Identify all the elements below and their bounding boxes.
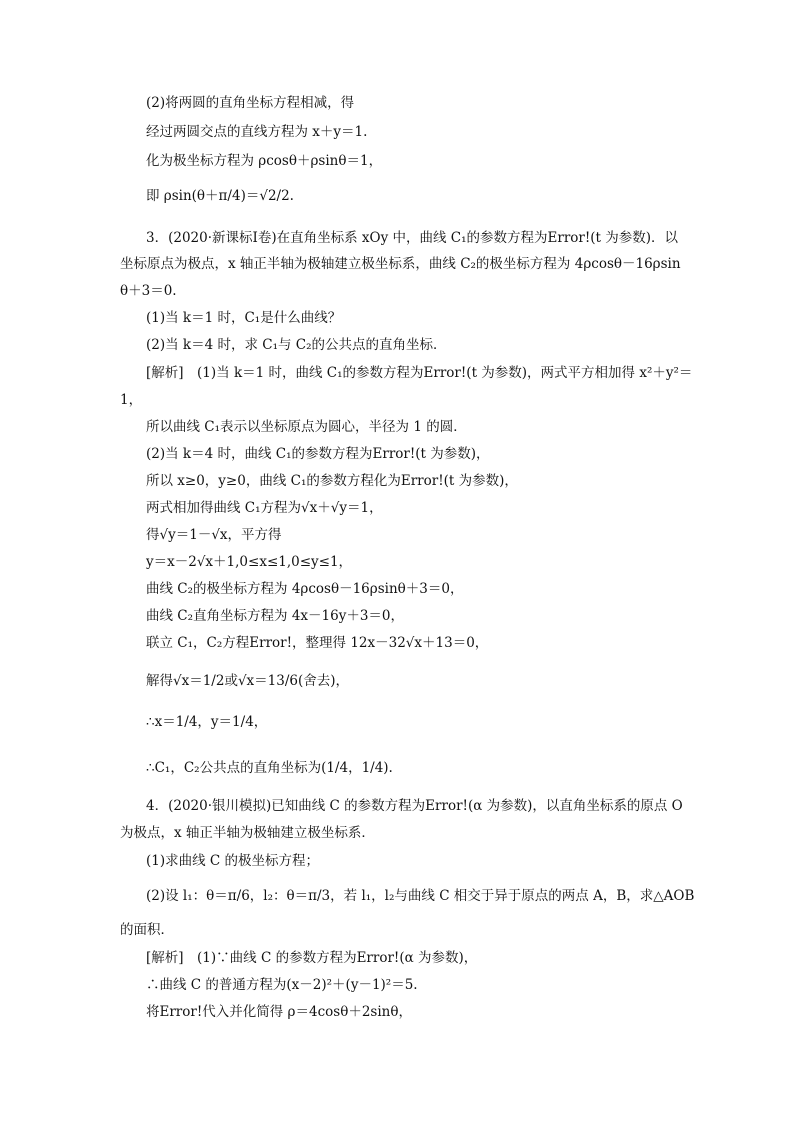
solution-line: 联立 C₁，C₂方程Error!，整理得 12x－32√x＋13＝0， [146,635,489,651]
question-3-stem: 坐标原点为极点，x 轴正半轴为极轴建立极坐标系，曲线 C₂的极坐标方程为 4ρcosθ－16ρsin [120,256,681,272]
solution-line: 将Error!代入并化简得 ρ＝4cosθ＋2sinθ， [146,1004,412,1020]
solution-line: ∴C₁，C₂公共点的直角坐标为(1/4，1/4). [146,760,393,776]
question-4-part: (1)求曲线 C 的极坐标方程； [146,853,320,869]
solution-line: [解析] (1)∵曲线 C 的参数方程为Error!(α 为参数)， [146,950,478,966]
text-line: 经过两圆交点的直线方程为 x＋y＝1. [146,124,368,140]
question-3-part: (2)当 k＝4 时，求 C₁与 C₂的公共点的直角坐标． [146,337,447,353]
solution-line: ∴曲线 C 的普通方程为(x－2)²＋(y－1)²＝5. [146,977,418,993]
text-line: (2)将两圆的直角坐标方程相减，得 [146,95,355,111]
question-3-stem: θ＋3＝0. [120,283,177,299]
solution-line: 得√y＝1－√x，平方得 [146,527,282,543]
solution-line: ∴x＝1/4，y＝1/4， [146,714,268,730]
question-4-part: 的面积． [120,922,174,938]
solution-line: 解得√x＝1/2或√x＝13/6(舍去)， [146,673,350,689]
solution-line: y＝x－2√x＋1,0≤x≤1,0≤y≤1， [146,554,353,570]
solution-line: [解析] (1)当 k＝1 时，曲线 C₁的参数方程为Error!(t 为参数)，两式平方相加得 x²＋y²＝ [146,365,693,381]
question-3-stem: 3．(2020·新课标Ⅰ卷)在直角坐标系 xOy 中，曲线 C₁的参数方程为Error!(t 为参数)．以 [146,230,679,246]
question-4-stem: 4．(2020·银川模拟)已知曲线 C 的参数方程为Error!(α 为参数)，以直角坐标系的原点 O [146,798,683,814]
text-line: 化为极坐标方程为 ρcosθ＋ρsinθ＝1， [146,153,383,169]
text-line: 即 ρsin(θ＋π/4)＝√2/2. [146,188,294,204]
solution-line: 所以曲线 C₁表示以坐标原点为圆心，半径为 1 的圆． [146,419,467,435]
solution-line: 所以 x≥0，y≥0，曲线 C₁的参数方程化为Error!(t 为参数)， [146,473,518,489]
question-4-stem: 为极点，x 轴正半轴为极轴建立极坐标系． [120,825,375,841]
solution-line: (2)当 k＝4 时，曲线 C₁的参数方程为Error!(t 为参数)， [146,446,490,462]
solution-line: 两式相加得曲线 C₁方程为√x＋√y＝1， [146,500,383,516]
solution-line: 曲线 C₂直角坐标方程为 4x－16y＋3＝0， [146,608,405,624]
solution-line: 1， [120,392,143,408]
question-3-part: (1)当 k＝1 时，C₁是什么曲线？ [146,310,342,326]
solution-line: 曲线 C₂的极坐标方程为 4ρcosθ－16ρsinθ＋3＝0， [146,581,464,597]
question-4-part: (2)设 l₁：θ＝π/6，l₂：θ＝π/3，若 l₁，l₂与曲线 C 相交于异于原点的两点 A，B，求△AOB [146,888,695,904]
